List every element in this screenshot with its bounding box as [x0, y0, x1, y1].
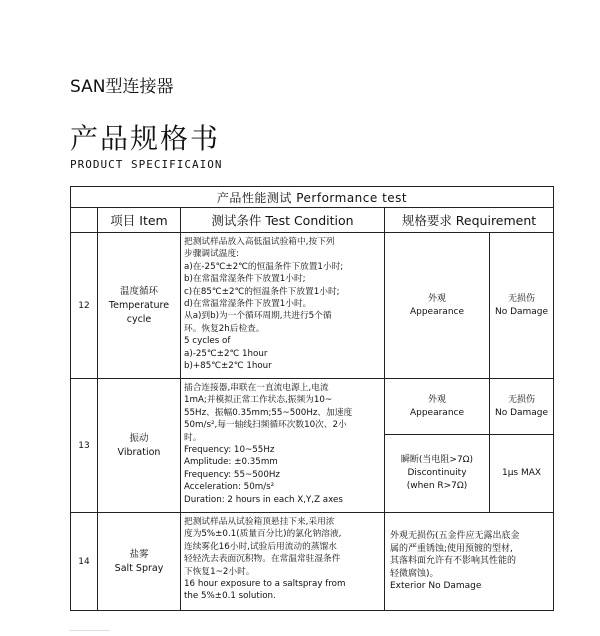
spec-subtitle: PRODUCT SPECIFICAION [70, 158, 223, 171]
req-label-en: Appearance [409, 306, 465, 317]
condition-line: 度为5%±0.1(质量百分比)的氯化钠溶液, [184, 529, 342, 540]
req-label-cn: 外观 [427, 293, 446, 304]
condition-line: 从a)到b)为一个循环周期,共进行5个循 [184, 311, 332, 322]
requirement-label [385, 435, 490, 513]
condition-line: c)在85℃±2℃的恒温条件下放置1小时; [184, 286, 340, 297]
condition-line: 把测试样品放入高低温试验箱中,按下列 [184, 237, 335, 247]
condition-line: Amplitude: ±0.35mm [184, 457, 278, 468]
footer-divider [70, 630, 110, 631]
condition-line: Frequency: 55~500Hz [184, 469, 280, 480]
condition-line: 50m/s²,每一轴线扫频循环次数10次、2小 [184, 420, 347, 431]
req-value-cn: 无损伤 [508, 293, 536, 304]
table-row [71, 379, 554, 435]
requirement-text [385, 513, 554, 611]
requirement-line: 其落料面允许有不影响其性能的 [390, 556, 517, 567]
condition-line: Duration: 2 hours in each X,Y,Z axes [184, 494, 343, 505]
test-item [98, 379, 181, 513]
req-label-en-2: (when R>7Ω) [406, 481, 468, 491]
condition-line: 环。恢复2h后检查。 [184, 323, 265, 334]
document-title: SAN型连接器 [70, 77, 174, 97]
item-name-cn: 盐雾 [129, 548, 149, 560]
performance-test-table [70, 186, 554, 611]
condition-line: 下恢复1~2小时。 [184, 566, 255, 577]
header-requirement: 规格要求 Requirement [385, 208, 554, 233]
item-name-en-2: cycle [126, 313, 152, 325]
table-caption-row [71, 187, 554, 208]
req-label-en: Appearance [409, 407, 465, 418]
condition-line: 插合连接器,串联在一直流电源上,电流 [184, 383, 329, 393]
requirement-line: Exterior No Damage [390, 581, 482, 592]
requirement-label [385, 233, 490, 379]
requirement-line: 属的严重锈蚀;使用预镀的型材, [390, 543, 513, 554]
item-name-en: Temperature [108, 299, 170, 311]
table-header-row [71, 208, 554, 233]
requirement-value: 1μs MAX [490, 435, 554, 513]
req-label-cn: 外观 [427, 394, 446, 405]
table-caption: 产品性能测试 Performance test [71, 187, 554, 208]
condition-line: the 5%±0.1 solution. [184, 591, 276, 602]
requirement-line: 轻微腐蚀)。 [390, 568, 439, 579]
condition-line: b)在常温常湿条件下放置1小时; [184, 274, 306, 285]
test-condition [181, 513, 385, 611]
test-condition [181, 379, 385, 513]
item-name-cn: 温度循环 [119, 285, 158, 297]
table-row [71, 233, 554, 379]
test-item [98, 233, 181, 379]
req-value-cn: 无损伤 [508, 394, 536, 405]
header-num [71, 208, 98, 233]
condition-line: 连续雾化16小时,试验后用流动的蒸馏水 [184, 541, 337, 552]
req-label-cn: 瞬断(当电阻>7Ω) [400, 455, 474, 465]
item-name-cn: 振动 [129, 432, 149, 444]
row-number: 14 [71, 513, 98, 611]
condition-line: 步骤调试温度: [184, 249, 240, 260]
condition-line: d)在常温常湿条件下放置1小时。 [184, 299, 312, 310]
table-row [71, 513, 554, 611]
spec-title: 产品规格书 [70, 122, 221, 155]
condition-line: 1mA;并模拟正常工作状态,振频为10~ [184, 395, 333, 406]
condition-line: a)-25℃±2℃ 1hour [184, 348, 268, 359]
test-condition [181, 233, 385, 379]
condition-line: 55Hz、振幅0.35mm;55~500Hz、加速度 [184, 407, 353, 418]
requirement-line: 外观无损伤(五金件应无露出底金 [390, 531, 520, 542]
condition-line: 轻轻洗去表面沉积物。在常温常驻湿条件 [184, 554, 341, 565]
requirement-value [490, 379, 554, 435]
header-item: 项目 Item [98, 208, 181, 233]
condition-line: 16 hour exposure to a saltspray from [184, 579, 346, 590]
row-number: 13 [71, 379, 98, 513]
test-item [98, 513, 181, 611]
condition-line: b)+85℃±2℃ 1hour [184, 361, 272, 372]
requirement-value [490, 233, 554, 379]
requirement-label [385, 379, 490, 435]
header-condition: 测试条件 Test Condition [181, 208, 385, 233]
condition-line: a)在-25℃±2℃的恒温条件下放置1小时; [184, 261, 344, 272]
item-name-en: Salt Spray [114, 562, 164, 574]
condition-line: Acceleration: 50m/s² [184, 482, 275, 493]
condition-line: Frequency: 10~55Hz [184, 445, 275, 456]
req-label-en: Discontinuity [407, 468, 467, 478]
condition-line: 时。 [184, 432, 202, 443]
condition-line: 5 cycles of [184, 336, 231, 347]
condition-line: 把测试样品从试验箱顶悬挂下来,采用浓 [184, 517, 335, 527]
row-number: 12 [71, 233, 98, 379]
req-value-en: No Damage [494, 306, 549, 317]
req-value-en: No Damage [494, 407, 549, 418]
item-name-en: Vibration [117, 446, 161, 458]
